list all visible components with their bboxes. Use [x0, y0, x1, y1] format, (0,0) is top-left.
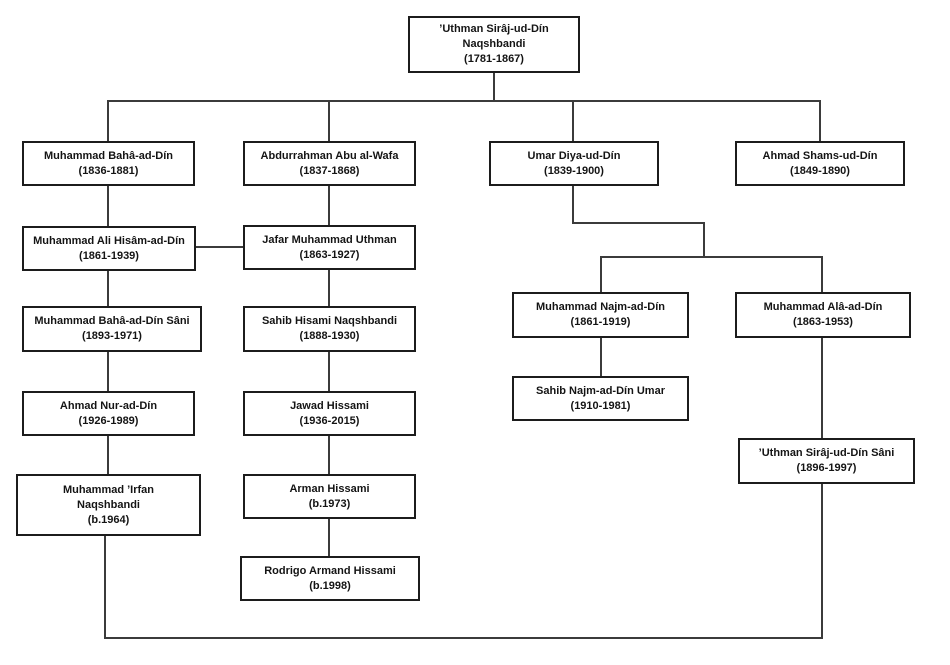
node-jawad-hissami: [243, 391, 416, 436]
person-years: (1839-1900): [544, 164, 604, 177]
node-sahib-najm-ad-din-umar: [512, 376, 689, 421]
node-ahmad-shams-ud-din: [735, 141, 905, 186]
person-name: Sahib Hisami Naqshbandi: [261, 315, 398, 327]
person-years: (1861-1919): [570, 316, 631, 328]
connector-line: [107, 352, 109, 391]
connector-line: [821, 256, 823, 292]
connector-line: [328, 436, 330, 474]
connector-line: [107, 436, 109, 474]
person-name: Muhammad ’Irfan Naqshbandi: [62, 483, 155, 511]
person-years: (1849-1890): [790, 164, 850, 177]
connector-line: [107, 271, 109, 306]
node-rodrigo-armand-hissami: [240, 556, 420, 601]
person-name: Muhammad Najm-ad-Dín: [536, 301, 665, 313]
connector-line: [107, 100, 821, 102]
node-uthman-siraj-ud-din-sani: [738, 438, 915, 484]
node-muhammad-najm-ad-din: [512, 292, 689, 338]
person-years: (1926-1989): [78, 414, 139, 427]
person-years: (1910-1981): [570, 399, 631, 412]
connector-line: [819, 100, 821, 141]
node-ahmad-nur-ad-din: [22, 391, 195, 436]
person-name: ’Uthman Sirâj-ud-Dín Sâni: [758, 447, 895, 459]
connector-line: [328, 186, 330, 225]
person-years: (b.1964): [87, 513, 130, 526]
person-years: (1888-1930): [299, 330, 360, 342]
node-muhammad-baha-ad-din: [22, 141, 195, 186]
person-name: Abdurrahman Abu al-Wafa: [260, 149, 399, 162]
connector-line: [572, 222, 705, 224]
connector-line: [572, 186, 574, 222]
connector-line: [821, 484, 823, 639]
node-abdurrahman-abu-al-wafa: [243, 141, 416, 186]
person-years: (1837-1868): [299, 164, 360, 177]
node-arman-hissami: [243, 474, 416, 519]
person-years: (1836-1881): [78, 164, 139, 177]
person-years: (b.1973): [308, 497, 351, 510]
node-sahib-hisami-naqshbandi: [243, 306, 416, 352]
person-years: (1781-1867): [464, 53, 524, 65]
connector-line: [104, 637, 823, 639]
person-years: (1936-2015): [299, 414, 360, 427]
person-years: (1863-1953): [793, 316, 853, 328]
node-muhammad-irfan-naqshbandi: [16, 474, 201, 536]
person-name: Sahib Najm-ad-Dín Umar: [536, 384, 665, 397]
connector-line: [493, 73, 495, 101]
person-name: Jawad Hissami: [290, 399, 369, 412]
connector-line: [196, 246, 243, 248]
person-years: (b.1998): [309, 579, 351, 592]
person-years: (1861-1939): [79, 249, 139, 262]
connector-line: [600, 256, 602, 292]
node-muhammad-ali-hisam-ad-din: [22, 226, 196, 271]
node-umar-diya-ud-din: [489, 141, 659, 186]
person-name: Arman Hissami: [289, 482, 370, 495]
person-years: (1863-1927): [299, 248, 360, 261]
connector-line: [328, 519, 330, 556]
connector-line: [328, 270, 330, 306]
connector-line: [328, 352, 330, 391]
connector-line: [107, 100, 109, 141]
person-name: Umar Diya-ud-Dín: [527, 149, 621, 162]
node-muhammad-ala-ad-din: [735, 292, 911, 338]
person-name: Ahmad Shams-ud-Dín: [762, 149, 878, 162]
connector-line: [328, 100, 330, 141]
connector-line: [104, 536, 106, 639]
person-name: Muhammad Bahâ-ad-Dín: [44, 149, 173, 162]
connector-line: [107, 186, 109, 226]
person-name: Muhammad Bahâ-ad-Dín Sâni: [34, 315, 190, 327]
person-name: ’Uthman Sirâj-ud-Dín Naqshbandi: [439, 23, 549, 50]
node-jafar-muhammad-uthman: [243, 225, 416, 270]
node-muhammad-baha-ad-din-sani: [22, 306, 202, 352]
connector-line: [821, 338, 823, 438]
person-years: (1896-1997): [796, 462, 857, 474]
connector-line: [600, 338, 602, 376]
person-years: (1893-1971): [82, 330, 142, 342]
person-name: Muhammad Ali Hisâm-ad-Dín: [33, 234, 185, 247]
connector-line: [703, 222, 705, 256]
node-uthman-siraj-ud-din: [408, 16, 580, 73]
connector-line: [572, 100, 574, 141]
connector-line: [600, 256, 823, 258]
person-name: Muhammad Alâ-ad-Dín: [763, 301, 883, 313]
person-name: Rodrigo Armand Hissami: [264, 564, 396, 577]
person-name: Jafar Muhammad Uthman: [262, 233, 397, 246]
person-name: Ahmad Nur-ad-Dín: [59, 399, 158, 412]
